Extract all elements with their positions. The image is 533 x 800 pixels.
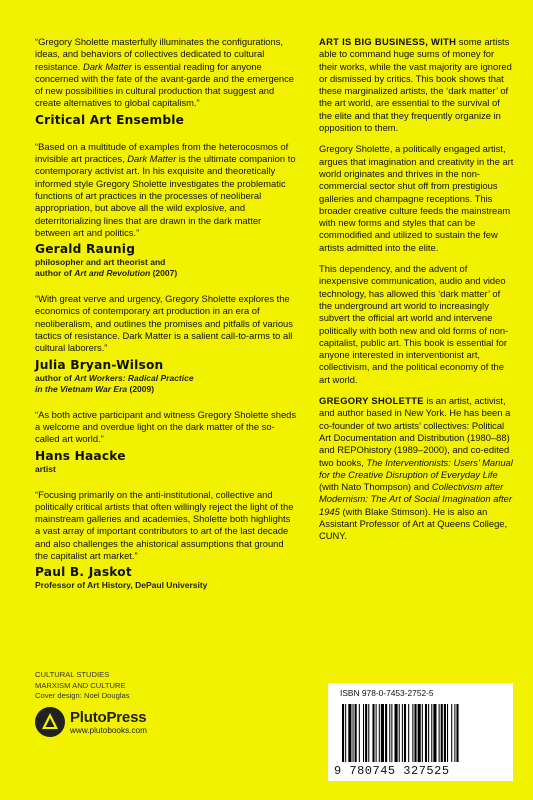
barcode-bar bbox=[444, 704, 446, 762]
text-segment: Dark Matter bbox=[82, 60, 132, 72]
text-segment: “As both active participant and witness Gregory Sholette sheds a welcome and overdue light on the dark matter of the so-called art world.” bbox=[35, 408, 297, 445]
barcode-bar bbox=[372, 704, 374, 762]
isbn-text: ISBN 978-0-7453-2752-5 bbox=[340, 688, 434, 698]
barcode-bar bbox=[348, 704, 351, 762]
text-segment: artist bbox=[35, 463, 56, 474]
text-segment: Art Workers: Radical Practice bbox=[74, 372, 194, 383]
barcode-bar bbox=[345, 704, 346, 762]
endorsement-quote bbox=[35, 409, 297, 446]
text-segment: (2009) bbox=[127, 383, 155, 394]
text-segment: author of bbox=[35, 268, 75, 279]
cover-design-credit: Cover design: Noel Douglas bbox=[35, 691, 130, 700]
endorsement bbox=[35, 141, 297, 279]
barcode-bar bbox=[451, 704, 452, 762]
endorser-name: Julia Bryan-Wilson bbox=[35, 357, 164, 372]
series-info bbox=[35, 670, 130, 702]
barcode-bar bbox=[447, 704, 448, 762]
text-segment: some artists able to command huge sums of money for their works, while the vast majority are ignored or dismissed by critics. This book shows that these marginalized artists, the ‘dark matter’ of the art world, are essential to the survival of the elite and that they frequently organize in opposition to them. bbox=[319, 36, 512, 134]
description-paragraph bbox=[319, 36, 514, 134]
barcode-bar bbox=[365, 704, 367, 762]
barcode-bar bbox=[355, 704, 357, 762]
endorser-name: Critical Art Ensemble bbox=[35, 112, 185, 127]
pluto-press-logo-icon bbox=[35, 707, 65, 737]
text-segment: The Interventionists: Users’ Manual for the Creative Disruption of Everyday Life bbox=[319, 456, 513, 480]
endorser-name: Paul B. Jaskot bbox=[35, 565, 132, 580]
barcode-bar bbox=[428, 704, 429, 762]
publisher-name: PlutoPress bbox=[70, 709, 147, 726]
barcode-bar bbox=[368, 704, 369, 762]
barcode-bar bbox=[422, 704, 423, 762]
description-paragraph bbox=[319, 395, 514, 543]
text-segment: Professor of Art History, DePaul University bbox=[35, 580, 208, 591]
endorsement bbox=[35, 36, 297, 127]
barcode-bar bbox=[433, 704, 436, 762]
text-segment: “Based on a multitude of examples from the heterocosmos of invisible art practices, bbox=[35, 140, 289, 165]
series-line: CULTURAL STUDIES bbox=[35, 670, 110, 679]
text-segment: is an artist, activist, and author based in New York. He has been a co-founder of two artists’ collectives: Political Art Documentation and Distribution (1980–88) and REPOhistory (1989–2000), and co-edited two books, bbox=[319, 395, 511, 468]
text-segment: Art and Revolution bbox=[74, 268, 151, 279]
text-segment: is essential reading for anyone concerned with the fate of the avant-garde and the emergence of new possibilities in cultural production that suggest and create alternatives to global capitalism.” bbox=[35, 60, 295, 109]
barcode-bar bbox=[379, 704, 380, 762]
barcode-bar bbox=[381, 704, 384, 762]
barcode-bar bbox=[408, 704, 409, 762]
text-segment: ART IS BIG BUSINESS, WITH bbox=[319, 36, 457, 47]
barcode-bar bbox=[425, 704, 427, 762]
text-segment: philosopher and art theorist and bbox=[35, 257, 166, 268]
barcode-bar bbox=[454, 704, 455, 762]
publisher-logo bbox=[35, 707, 147, 737]
barcode-bar bbox=[353, 704, 354, 762]
barcode-bar bbox=[439, 704, 440, 762]
barcode-bar bbox=[414, 704, 416, 762]
barcode-bar bbox=[363, 704, 364, 762]
text-segment: in the Vietnam War Era bbox=[35, 383, 128, 394]
text-segment: (with Blake Stimson). He is also an Assistant Professor of Art at Queens College, CUNY. bbox=[319, 505, 508, 542]
endorser-role bbox=[35, 257, 297, 279]
barcode-bar bbox=[402, 704, 403, 762]
description-paragraph bbox=[319, 143, 514, 254]
endorser-name: Gerald Raunig bbox=[35, 242, 136, 257]
endorsements-column bbox=[35, 36, 297, 605]
text-segment: “With great verve and urgency, Gregory Sholette explores the economics of contemporary art production in an era of neoliberalism, and outlines the promises and pitfalls of various tactics of resistance. Dark Matter is a salient call-to-arms to all cultural laborers.” bbox=[35, 293, 293, 354]
endorser-name: Hans Haacke bbox=[35, 448, 126, 463]
barcode-bar bbox=[359, 704, 360, 762]
text-segment: is the ultimate companion to contemporary activist art. In his exquisite and theoretically informed style Gregory Sholette investigates the problematic functions of art practices in the processes of neoliberal appropriation, but above all the wild explosive, and deterritorializing lines that are drawn in the dark matter between art and politics.” bbox=[35, 153, 296, 238]
endorsement-quote bbox=[35, 489, 297, 563]
barcode-bar bbox=[431, 704, 432, 762]
endorser-role bbox=[35, 373, 297, 395]
endorsement-quote bbox=[35, 293, 297, 354]
text-segment: Collectivism after Modernism: The Art of Social Imagination after 1945 bbox=[319, 481, 512, 517]
text-segment: author of bbox=[35, 372, 75, 383]
series-line: MARXISM AND CULTURE bbox=[35, 680, 126, 690]
barcode-bar bbox=[404, 704, 406, 762]
endorsement bbox=[35, 489, 297, 592]
barcode-bar bbox=[342, 704, 344, 762]
description-paragraph bbox=[319, 263, 514, 386]
description-column bbox=[319, 36, 514, 552]
barcode-bar bbox=[391, 704, 392, 762]
barcode-bar bbox=[389, 704, 390, 762]
barcode-bar bbox=[456, 704, 458, 762]
barcode-bar bbox=[399, 704, 400, 762]
barcode-bar bbox=[376, 704, 377, 762]
text-segment: Gregory Sholette, a politically engaged artist, argues that imagination and creativity in the art world originates and thrives in the non-commercial sector shut off from prestigious galleries and champagne receptions. This broader creative culture feeds the mainstream with new forms and styles that can be commodified and utilized to sustain the few artists admitted into the elite. bbox=[319, 143, 514, 253]
text-segment: “Focusing primarily on the anti-institutional, collective and politically critical artists that often willingly reject the light of the mainstream galleries and academies, Sholette both highlights a vast array of important contributors to art of the last decade and also challenges the ahistorical assumptions that ground the capitalist art market.” bbox=[35, 488, 294, 562]
barcode-digits: 9 780745 327525 bbox=[334, 764, 450, 778]
barcode-bar bbox=[441, 704, 443, 762]
endorsement bbox=[35, 409, 297, 475]
endorsement-quote bbox=[35, 36, 297, 110]
barcode-bar bbox=[418, 704, 421, 762]
barcode-bar bbox=[412, 704, 413, 762]
barcode bbox=[340, 704, 502, 764]
barcode-bar bbox=[385, 704, 387, 762]
text-segment: GREGORY SHOLETTE bbox=[319, 395, 424, 407]
text-segment: This dependency, and the advent of inexpensive communication, audio and video technology, has allowed this ‘dark matter’ of the underground art world to increasingly subvert the official art world and intervene politically with both new and old forms of non-capitalist, public art. This book is essential for anyone interested in interventionist art, collectivism, and the political economy of the art world. bbox=[319, 263, 509, 385]
text-segment: (2007) bbox=[150, 268, 178, 279]
endorser-role bbox=[35, 580, 297, 591]
endorser-role bbox=[35, 464, 297, 475]
publisher-url: www.plutobooks.com bbox=[70, 726, 147, 735]
endorsement bbox=[35, 293, 297, 394]
text-segment: “Gregory Sholette masterfully illuminates the configurations, ideas, and behaviors of collectives dedicated to cultural resistance. bbox=[35, 36, 284, 72]
text-segment: (with Nato Thompson) and bbox=[319, 481, 432, 493]
text-segment: Dark Matter bbox=[127, 153, 177, 165]
barcode-box bbox=[328, 683, 513, 781]
barcode-bar bbox=[395, 704, 398, 762]
endorsement-quote bbox=[35, 141, 297, 239]
